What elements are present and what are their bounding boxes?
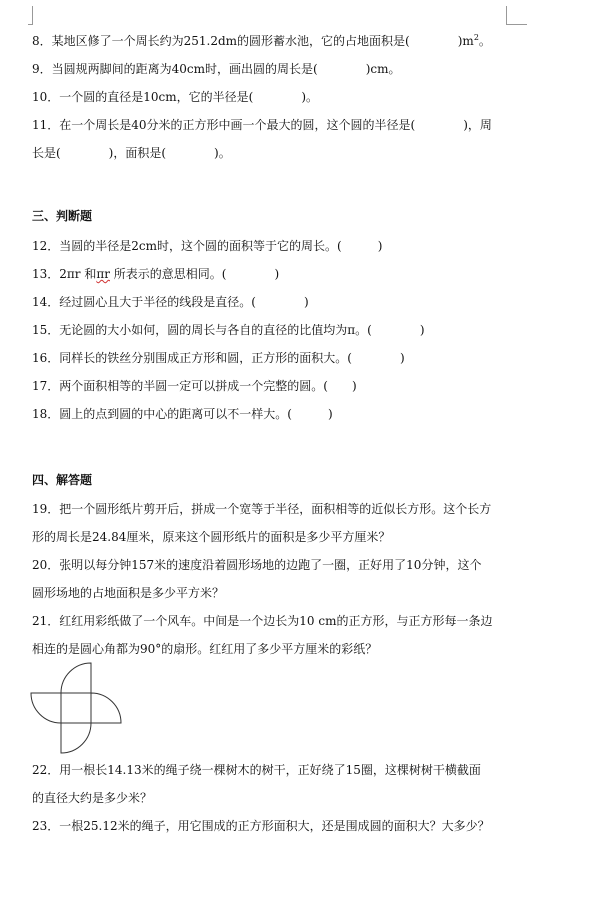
question-11-line-2: 长是( )，面积是( )。 (32, 146, 231, 160)
question-8-blank (410, 34, 458, 48)
page-corner-mark-right (506, 6, 527, 25)
question-21-line-2: 相连的是圆心角都为90°的扇形。红红用了多少平方厘米的彩纸？ (32, 642, 378, 656)
pinwheel-sector-right (91, 693, 121, 723)
question-14: 14．经过圆心且大于半径的线段是直径。( ) (32, 295, 309, 309)
pinwheel-figure (30, 662, 126, 758)
question-13-text: 13．2πr 和 (32, 267, 97, 281)
question-8-unit: )m (457, 34, 474, 48)
question-19-line-1: 19．把一个圆形纸片剪开后，拼成一个宽等于半径，面积相等的近似长方形。这个长方 (32, 502, 492, 516)
question-8-unit-exponent: 2 (473, 33, 479, 42)
question-17: 17．两个面积相等的半圆一定可以拼成一个完整的圆。( ) (32, 379, 357, 393)
question-10: 10．一个圆的直径是10cm，它的半径是( )。 (32, 90, 319, 104)
question-23: 23．一根25.12米的绳子，用它围成的正方形面积大，还是围成圆的面积大？大多少？ (32, 819, 490, 833)
question-13 (32, 266, 279, 282)
question-8-end: 。 (478, 34, 491, 48)
question-12: 12．当圆的半径是2cm时，这个圆的面积等于它的周长。( ) (32, 239, 383, 253)
pinwheel-center-square (61, 693, 91, 723)
question-8 (32, 33, 491, 49)
question-13-rest: 所表示的意思相同。( ) (109, 267, 280, 281)
question-20-line-2: 圆形场地的占地面积是多少平方米？ (32, 586, 225, 600)
pinwheel-sector-top (61, 663, 91, 693)
question-11-line-1: 11．在一个周长是40分米的正方形中画一个最大的圆，这个圆的半径是( )，周 (32, 118, 492, 132)
question-16: 16．同样长的铁丝分别围成正方形和圆，正方形的面积大。( ) (32, 351, 405, 365)
question-15: 15．无论圆的大小如何，圆的周长与各自的直径的比值均为π。( ) (32, 323, 425, 337)
pinwheel-sector-bottom (61, 723, 91, 753)
question-18: 18．圆上的点到圆的中心的距离可以不一样大。( ) (32, 407, 333, 421)
question-21-line-1: 21．红红用彩纸做了一个风车。中间是一个边长为10 cm的正方形，与正方形每一条边 (32, 614, 493, 628)
pinwheel-sector-left (31, 693, 61, 723)
question-8-text: 8．某地区修了一个周长约为251.2dm的圆形蓄水池，它的占地面积是( (32, 34, 410, 48)
question-20-line-1: 20．张明以每分钟157米的速度沿着圆形场地的边跑了一圈，正好用了10分钟，这个 (32, 558, 482, 572)
question-22-line-2: 的直径大约是多少米？ (32, 791, 153, 805)
section-4-heading: 四、解答题 (32, 473, 93, 487)
section-3-heading: 三、判断题 (32, 209, 93, 223)
question-22-line-1: 22．用一根长14.13米的绳子绕一棵树木的树干，正好绕了15圈，这棵树树干横截面 (32, 763, 481, 777)
question-13-spellcheck-mark: πr (96, 267, 110, 281)
question-19-line-2: 形的周长是24.84厘米，原来这个圆形纸片的面积是多少平方厘米？ (32, 530, 391, 544)
question-9: 9．当圆规两脚间的距离为40cm时，画出圆的周长是( )cm。 (32, 62, 401, 76)
page-corner-mark-left (28, 6, 33, 25)
